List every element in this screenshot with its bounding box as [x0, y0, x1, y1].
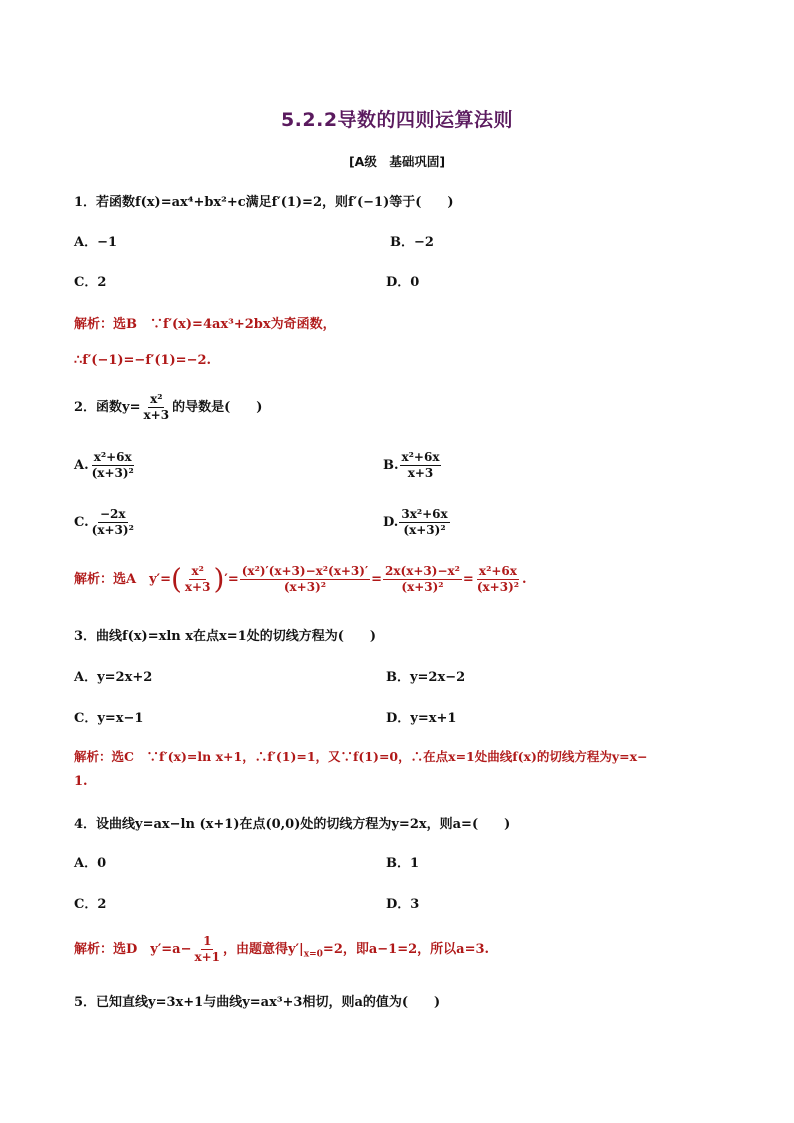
- q2-sol-frac-3: [383, 564, 462, 595]
- q2-sol-frac-1: [183, 564, 213, 595]
- page-title: 5.2.2导数的四则运算法则: [280, 109, 514, 131]
- q2-sol-f4-den: (x+3)²: [476, 580, 519, 594]
- q2-option-d-fraction: [399, 507, 449, 538]
- q4-option-d: D．3: [386, 897, 420, 912]
- q3-option-d: D．y=x+1: [386, 711, 457, 726]
- q2-option-b: [383, 450, 442, 481]
- q4-sol-prefix: 解析：选D y′=a−: [74, 942, 192, 957]
- q4-option-c: C．2: [74, 897, 107, 912]
- q2-option-b-fraction: [400, 450, 442, 481]
- q1-option-a: A．−1: [74, 235, 118, 250]
- q4-solution: [74, 934, 489, 965]
- q1-option-b: B．−2: [390, 235, 434, 250]
- q2-d-num: 3x²+6x: [401, 507, 448, 521]
- q4-option-a: A．0: [74, 856, 107, 871]
- q2-stem-frac-num: x²: [150, 392, 163, 406]
- q2-sol-frac-2: [240, 564, 370, 595]
- question-1-stem: 1．若函数f(x)=ax⁴+bx²+c满足f′(1)=2，则f′(−1)等于( ): [74, 195, 454, 210]
- q2-option-c-label: C.: [74, 515, 89, 530]
- q4-option-b: B．1: [386, 856, 420, 871]
- q4-sol-end: =2，即a−1=2，所以a=3.: [322, 942, 490, 957]
- q2-option-b-label: B.: [383, 458, 399, 473]
- q2-sol-f3-den: (x+3)²: [401, 580, 444, 594]
- q2-option-d: [383, 507, 451, 538]
- q2-sol-prefix: 解析：选A y′=: [74, 572, 171, 587]
- q2-option-a-fraction: [90, 450, 136, 481]
- q3-option-c: C．y=x−1: [74, 711, 144, 726]
- q2-b-den: x+3: [407, 466, 434, 480]
- q1-solution-line-2: ∴f′(−1)=−f′(1)=−2.: [74, 353, 212, 368]
- q4-sol-fraction: [192, 934, 222, 965]
- q2-sol-f2-num: (x²)′(x+3)−x²(x+3)′: [241, 564, 369, 578]
- q2-option-c-fraction: [90, 507, 136, 538]
- q2-c-den: (x+3)²: [91, 523, 134, 537]
- q2-sol-frac-4: [475, 564, 521, 595]
- q2-sol-eq-2: =: [462, 572, 474, 587]
- q2-sol-prime: ′=: [224, 572, 239, 587]
- right-paren: ): [213, 562, 225, 596]
- question-2-stem: [74, 392, 262, 423]
- q2-stem-fraction: [142, 392, 172, 423]
- q2-stem-prefix: 2．函数y=: [74, 400, 141, 415]
- q1-option-d: D．0: [386, 275, 420, 290]
- q4-sol-num: 1: [203, 934, 212, 948]
- q1-option-c: C．2: [74, 275, 107, 290]
- q1-solution-line-1: 解析：选B ∵f′(x)=4ax³+2bx为奇函数，: [74, 317, 336, 332]
- q4-sol-suffix: ，由题意得y′|: [223, 942, 304, 957]
- q2-sol-f4-num: x²+6x: [478, 564, 517, 578]
- q2-sol-f2-den: (x+3)²: [283, 580, 327, 594]
- q2-sol-eq-1: =: [371, 572, 383, 587]
- q2-stem-suffix: 的导数是( ): [172, 400, 263, 415]
- q3-solution-line-2: 1.: [74, 774, 88, 789]
- section-level-heading: [A级 基础巩固]: [348, 154, 446, 169]
- question-3-stem: 3．曲线f(x)=xln x在点x=1处的切线方程为( ): [74, 629, 376, 644]
- q2-sol-f1-num: x²: [191, 564, 204, 578]
- q2-solution: [74, 564, 527, 595]
- question-5-stem: 5．已知直线y=3x+1与曲线y=ax³+3相切，则a的值为( ): [74, 995, 441, 1010]
- q2-a-num: x²+6x: [93, 450, 132, 464]
- q4-sol-subscript: x=0: [303, 949, 323, 960]
- q2-option-a-label: A.: [74, 458, 89, 473]
- question-4-stem: 4．设曲线y=ax−ln (x+1)在点(0,0)处的切线方程为y=2x，则a=( ): [74, 817, 511, 832]
- q2-option-c: [74, 507, 137, 538]
- q2-stem-frac-den: x+3: [143, 408, 170, 422]
- q2-d-den: (x+3)²: [403, 523, 446, 537]
- q3-solution-line-1: 解析：选C ∵f′(x)=ln x+1，∴f′(1)=1，又∵f(1)=0，∴在点x=1处曲线f(x)的切线方程为y=x−: [74, 749, 648, 764]
- q2-sol-f1-den: x+3: [184, 580, 211, 594]
- q2-c-num: −2x: [99, 507, 126, 521]
- q3-option-b: B．y=2x−2: [386, 670, 466, 685]
- left-paren: (: [170, 562, 182, 596]
- q2-a-den: (x+3)²: [91, 466, 134, 480]
- q3-option-a: A．y=2x+2: [74, 670, 153, 685]
- q4-sol-den: x+1: [194, 950, 221, 964]
- q2-sol-end: .: [522, 572, 527, 587]
- q2-option-a: [74, 450, 137, 481]
- q2-b-num: x²+6x: [401, 450, 440, 464]
- q2-option-d-label: D.: [383, 515, 399, 530]
- q2-sol-f3-num: 2x(x+3)−x²: [385, 564, 460, 578]
